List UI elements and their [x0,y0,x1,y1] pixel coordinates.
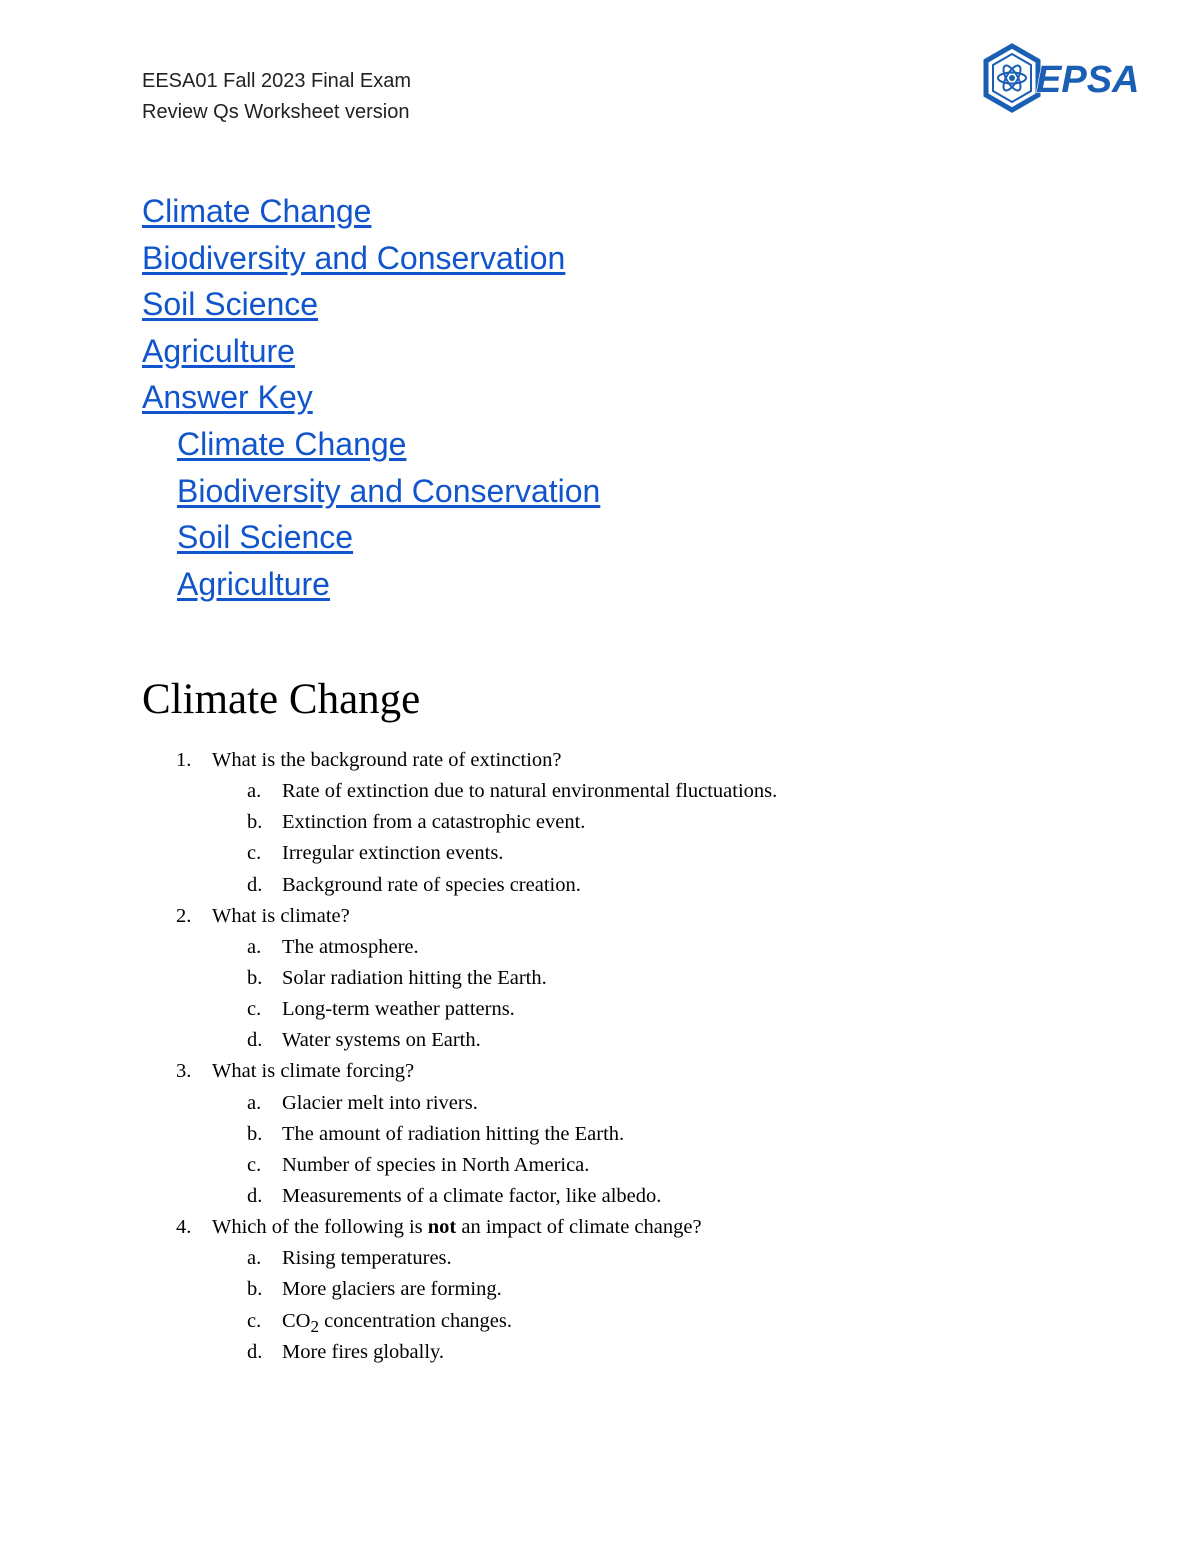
toc-link-soil-science[interactable]: Soil Science [142,286,319,323]
option-letter: a. [247,780,262,803]
option-text: Number of species in North America. [282,1153,590,1176]
toc-link-answer-climate-change[interactable]: Climate Change [177,425,407,462]
question-text: What is the background rate of extinction? [212,749,562,771]
option-text: Water systems on Earth. [282,1029,481,1052]
toc-subitem [142,468,600,515]
option-letter: b. [247,966,263,989]
option-text: Measurements of a climate factor, like albedo. [282,1184,662,1207]
option-letter: b. [247,811,263,834]
toc-link-answer-biodiversity[interactable]: Biodiversity and Conservation [177,472,601,509]
table-of-contents [142,188,600,607]
toc-subitem [142,561,600,608]
logo-text: EPSA [1036,59,1140,101]
atom-icon [998,63,1026,93]
option-letter: a. [247,935,262,958]
header-subtitle: Review Qs Worksheet version [142,101,410,123]
toc-item [142,374,600,421]
toc-subitem [142,421,600,468]
option-letter: b. [247,1122,263,1145]
option-letter: d. [247,1029,263,1052]
option-text: More glaciers are forming. [282,1278,502,1301]
option-text: Long-term weather patterns. [282,998,515,1021]
toc-link-answer-key[interactable]: Answer Key [142,379,313,416]
toc-link-agriculture[interactable]: Agriculture [142,332,295,369]
header-course-title: EESA01 Fall 2023 Final Exam [142,70,412,92]
option-text: Rising temperatures. [282,1247,452,1270]
question-number: 3. [176,1060,192,1083]
question-number: 2. [176,904,192,927]
section-heading: Climate Change [142,676,421,723]
option-letter: c. [247,1309,262,1332]
option-letter: a. [247,1247,262,1270]
option-text: Rate of extinction due to natural environmental fluctuations. [282,780,778,803]
option-letter: a. [247,1091,262,1114]
option-text: $CO_2$ concentration changes. [282,1309,512,1336]
option-text: Extinction from a catastrophic event. [282,811,586,834]
question-number: 1. [176,749,192,771]
option-letter: d. [247,1340,263,1363]
toc-subitem [142,514,600,561]
toc-link-climate-change[interactable]: Climate Change [142,193,372,229]
emphasis-not: not [427,1216,457,1239]
option-text: The amount of radiation hitting the Earth. [282,1122,625,1145]
toc-link-answer-soil-science[interactable]: Soil Science [177,519,354,556]
option-letter: d. [247,873,263,896]
toc-item [142,188,600,235]
toc-link-biodiversity[interactable]: Biodiversity and Conservation [142,239,566,276]
toc-link-answer-agriculture[interactable]: Agriculture [177,565,330,602]
question-number: 4. [176,1216,192,1239]
question-text: What is climate? [212,904,350,927]
question-text: Which of the following is not an impact of climate change? [212,1216,702,1239]
option-letter: d. [247,1184,263,1207]
option-letter: c. [247,1153,262,1176]
toc-item [142,281,600,328]
option-text: Background rate of species creation. [282,873,581,896]
option-text: Solar radiation hitting the Earth. [282,966,547,989]
option-letter: c. [247,842,262,865]
toc-item [142,328,600,375]
epsa-logo [978,42,1150,114]
subscript: 2 [310,1316,320,1336]
option-text: Irregular extinction events. [282,842,504,865]
question-text: What is climate forcing? [212,1060,415,1083]
option-letter: c. [247,998,262,1021]
option-text: The atmosphere. [282,935,419,958]
option-letter: b. [247,1278,263,1301]
toc-item [142,235,600,282]
option-text: More fires globally. [282,1340,445,1363]
option-text: Glacier melt into rivers. [282,1091,478,1114]
